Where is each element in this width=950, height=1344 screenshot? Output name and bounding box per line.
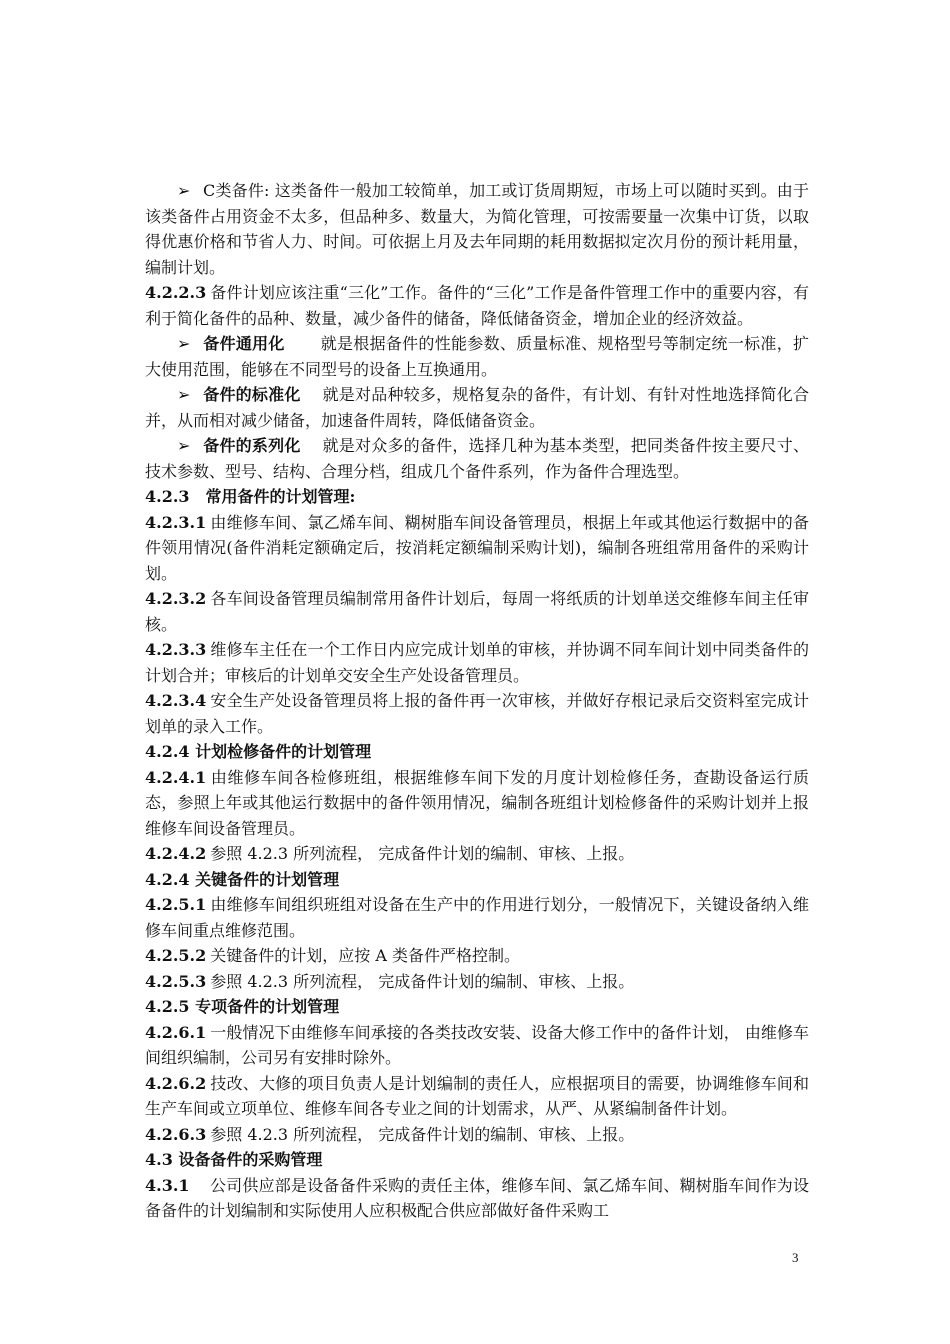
arrow-bullet-icon: ➢	[177, 334, 191, 353]
para-4-2-4-2: 4.2.4.2 参照 4.2.3 所列流程， 完成备件计划的编制、审核、上报。	[145, 844, 635, 863]
c-class-item	[145, 178, 809, 280]
para-4-2-5-3: 4.2.5.3 参照 4.2.3 所列流程， 完成备件计划的编制、审核、上报。	[145, 971, 635, 991]
para-4-2-3-4: 4.2.3.4 安全生产处设备管理员将上报的备件再一次审核，并做好存根记录后交资料室完成计划单的录入工作。	[145, 691, 809, 736]
heading-4-2-4-key: 4.2.4 关键备件的计划管理	[145, 869, 340, 889]
para-4-2-5-2: 4.2.5.2 关键备件的计划，应按 A 类备件严格控制。	[145, 946, 520, 965]
para-4-2-4-1: 4.2.4.1 由维修车间各检修班组，根据维修车间下发的月度计划检修任务，查勘设备运行质态，参照上年或其他运行数据中的备件领用情况，编制各班组计划检修备件的采购计划并上报维修车间设备管理员。	[145, 767, 809, 838]
bullet-general: ➢ 备件通用化 就是根据备件的性能参数、质量标准、规格型号等制定统一标准，扩大使用范围，能够在不同型号的设备上互换通用。	[145, 331, 809, 382]
arrow-bullet-icon: ➢	[177, 385, 191, 404]
para-4-2-2-3: 4.2.2.3 备件计划应该注重“三化”工作。备件的“三化”工作是备件管理工作中的重要内容，有利于简化备件的品种、数量，减少备件的储备，降低储备资金，增加企业的经济效益。	[145, 283, 809, 328]
heading-4-2-5: 4.2.5 专项备件的计划管理	[145, 997, 340, 1016]
para-4-2-6-3: 4.2.6.3 参照 4.2.3 所列流程， 完成备件计划的编制、审核、上报。	[145, 1124, 635, 1144]
arrow-bullet-icon: ➢	[177, 181, 191, 200]
para-4-2-3-1: 4.2.3.1 由维修车间、氯乙烯车间、糊树脂车间设备管理员，根据上年或其他运行数据中的备件领用情况(备件消耗定额确定后，按消耗定额编制采购计划)，编制各班组常用备件的采购计划。	[145, 512, 809, 583]
document-body	[145, 178, 809, 1224]
para-4-2-6-2: 4.2.6.2 技改、大修的项目负责人是计划编制的责任人，应根据项目的需要，协调维修车间和生产车间或立项单位、维修车间各专业之间的计划需求，从严、从紧编制备件计划。	[145, 1073, 809, 1118]
bullet-series: ➢ 备件的系列化 就是对众多的备件，选择几种为基本类型，把同类备件按主要尺寸、技术参数、型号、结构、合理分档，组成几个备件系列，作为备件合理选型。	[145, 433, 809, 484]
para-4-2-6-1: 4.2.6.1 一般情况下由维修车间承接的各类技改安装、设备大修工作中的备件计划， 由维修车间组织编制，公司另有安排时除外。	[145, 1022, 809, 1067]
para-4-3-1: 4.3.1 公司供应部是设备备件采购的责任主体，维修车间、氯乙烯车间、糊树脂车间作为设备备件的计划编制和实际使用人应积极配合供应部做好备件采购工	[145, 1175, 809, 1220]
para-4-2-3-2: 4.2.3.2 各车间设备管理员编制常用备件计划后，每周一将纸质的计划单送交维修车间主任审核。	[145, 589, 809, 634]
para-4-2-5-1: 4.2.5.1 由维修车间组织班组对设备在生产中的作用进行划分，一般情况下，关键设备纳入维修车间重点维修范围。	[145, 895, 809, 940]
para-4-2-3-3: 4.2.3.3 维修车主任在一个工作日内应完成计划单的审核，并协调不同车间计划中同类备件的计划合并；审核后的计划单交安全生产处设备管理员。	[145, 640, 809, 685]
page-number: 3	[792, 1250, 799, 1265]
arrow-bullet-icon: ➢	[177, 436, 191, 455]
heading-4-3: 4.3 设备备件的采购管理	[145, 1150, 323, 1169]
heading-4-2-3: 4.2.3 常用备件的计划管理:	[145, 487, 356, 506]
c-class-text: 这类备件一般加工较简单，加工或订货周期短，市场上可以随时买到。由于该类备件占用资金不太多，但品种多、数量大，为简化管理，可按需要量一次集中订货，以取得优惠价格和节省人力、时间。可依据上月及去年同期的耗用数据拟定次月份的预计耗用量，编制计划。	[145, 181, 809, 277]
bullet-standard: ➢ 备件的标准化 就是对品种较多，规格复杂的备件，有计划、有针对性地选择简化合并，从而相对减少储备，加速备件周转，降低储备资金。	[145, 382, 809, 433]
heading-4-2-4: 4.2.4 计划检修备件的计划管理	[145, 742, 372, 761]
c-class-label: C类备件:	[203, 181, 270, 200]
